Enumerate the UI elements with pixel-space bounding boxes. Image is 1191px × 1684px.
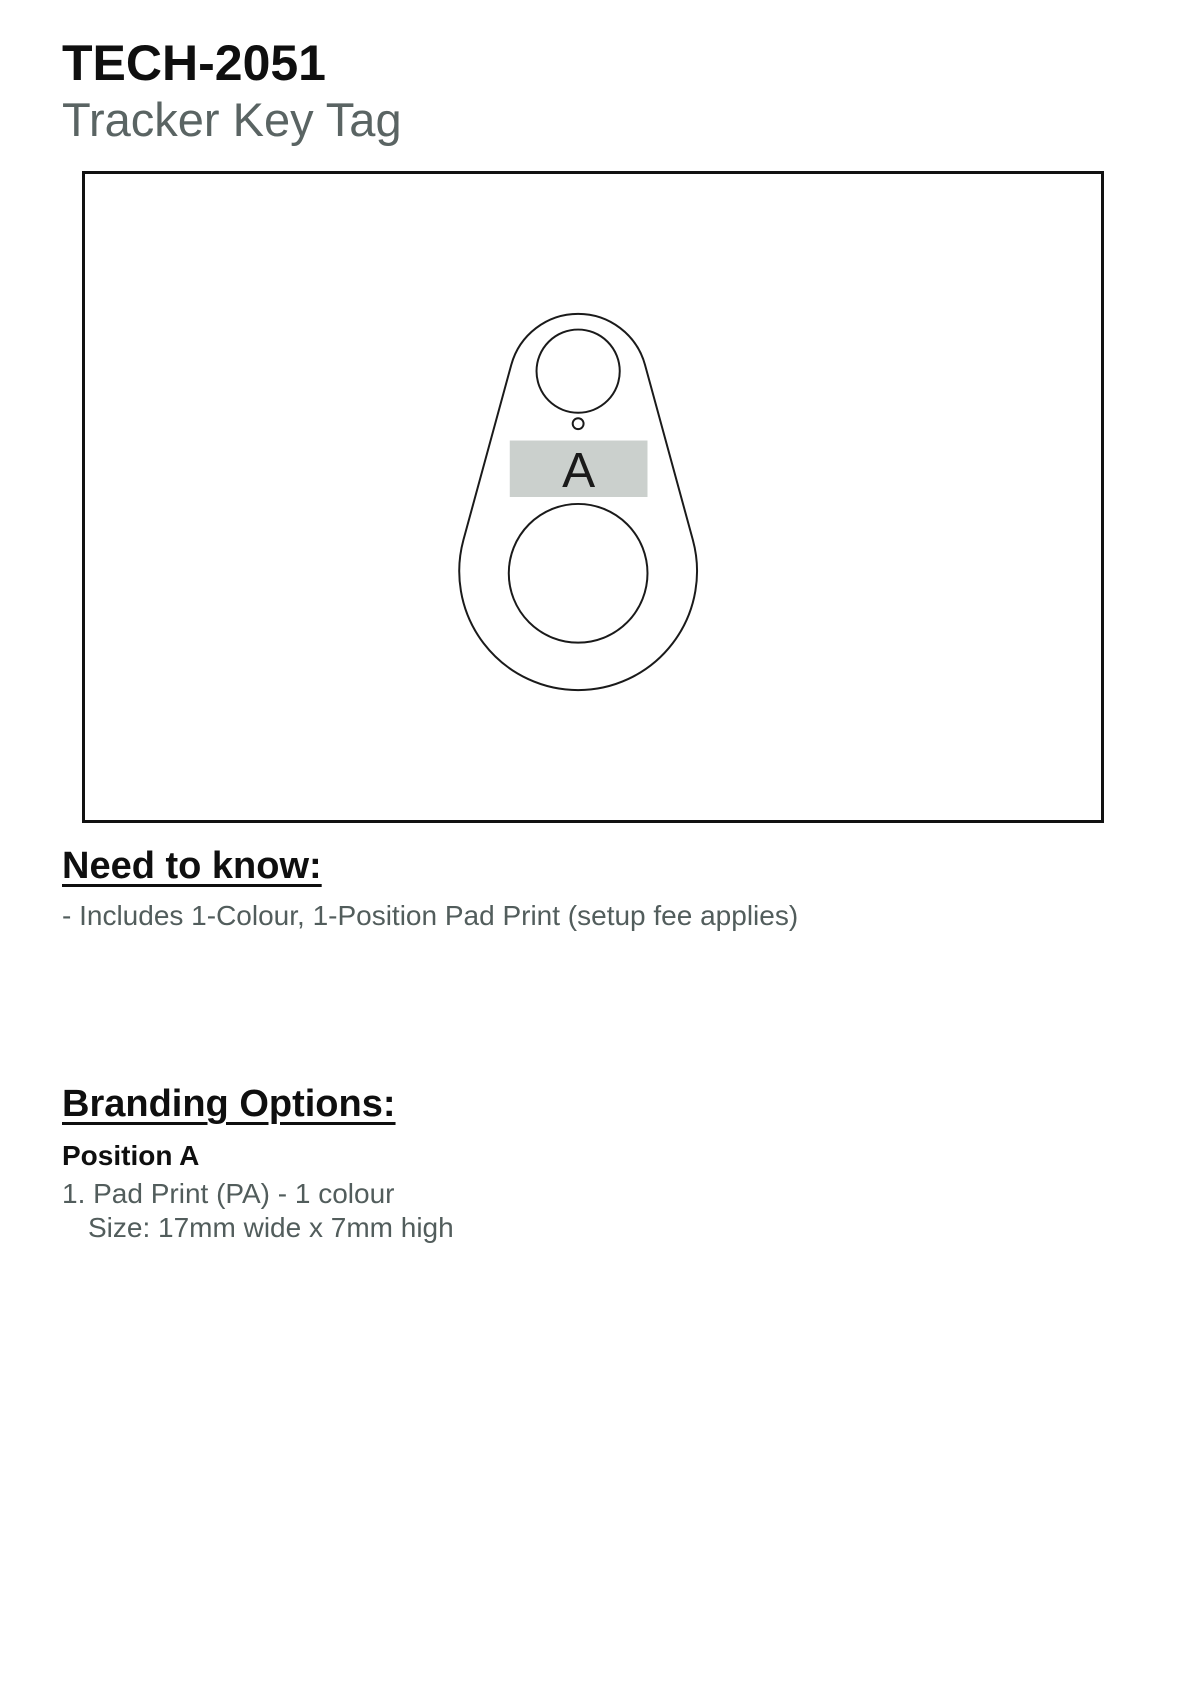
page-subtitle: Tracker Key Tag (62, 93, 402, 146)
position-a-method: 1. Pad Print (PA) - 1 colour (62, 1178, 395, 1209)
key-tag-outline (459, 314, 697, 690)
need-to-know-item: - Includes 1-Colour, 1-Position Pad Print (setup fee applies) (62, 900, 799, 931)
position-a-size: Size: 17mm wide x 7mm high (88, 1212, 454, 1243)
position-a-details (62, 1177, 1191, 1245)
position-a-name: Position A (62, 1140, 200, 1171)
branding-position-a (62, 1139, 1191, 1245)
print-area-a-label: A (562, 443, 596, 499)
key-tag-diagram (85, 174, 1101, 820)
need-to-know-heading: Need to know: (62, 845, 322, 887)
branding-options-heading: Branding Options: (62, 1083, 396, 1125)
product-diagram-box (82, 171, 1104, 823)
page-title: TECH-2051 (62, 35, 326, 91)
